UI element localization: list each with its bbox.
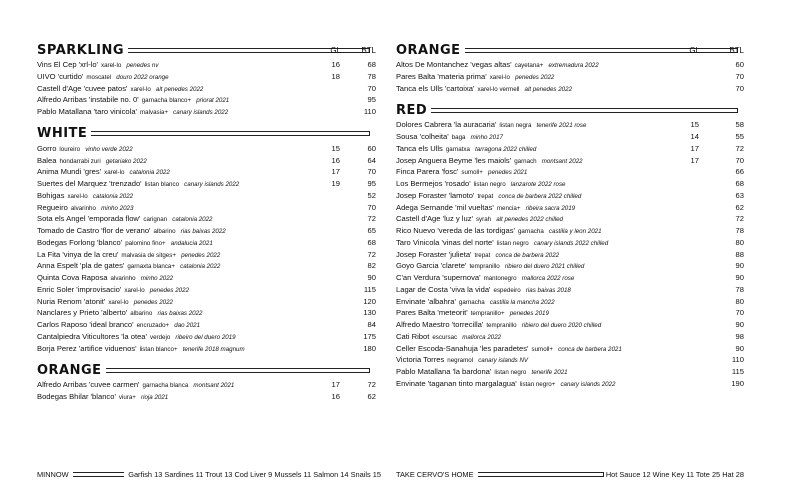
wine-grape: garnatxa — [445, 145, 470, 153]
bottle-price: 130 — [363, 308, 376, 318]
section-rule — [431, 108, 738, 113]
bottle-price: 55 — [735, 132, 744, 141]
wine-region: penedes 2022 — [133, 298, 173, 306]
wine-row — [37, 190, 376, 202]
white-header — [37, 126, 376, 142]
wine-row — [396, 119, 744, 131]
wine-name: Borja Perez 'artifice viduenos' — [37, 343, 137, 353]
wine-row — [37, 319, 376, 331]
wine-row — [37, 155, 376, 167]
wine-region: minho 2017 — [470, 134, 503, 141]
wine-region: mallorca 2022 rose — [521, 275, 575, 282]
wine-grape: trepat — [474, 251, 491, 259]
wine-name: Altos De Montanchez 'vegas altas' — [396, 60, 512, 69]
wine-grape: carignan — [143, 216, 168, 224]
wine-name: Anima Mundi 'gres' — [37, 167, 102, 177]
wine-row — [396, 202, 744, 214]
wine-region: penedes 2021 — [488, 169, 528, 177]
bottle-price: 110 — [731, 355, 744, 365]
wine-grape: malvasia de sitges+ — [121, 251, 176, 259]
wine-region: canary islands 2022 — [560, 380, 616, 388]
wine-grape: mantonegro — [483, 275, 517, 282]
wine-name: Regueiro — [37, 202, 68, 212]
bottle-price: 80 — [735, 237, 744, 247]
wine-grape: xarel-lo — [124, 286, 145, 294]
wine-grape: sumoll+ — [461, 169, 483, 177]
sparkling-header — [37, 42, 376, 58]
glass-price: 17 — [690, 143, 699, 153]
glass-price: 16 — [331, 155, 340, 165]
wine-region: ribeiro del duero 2019 — [175, 333, 236, 341]
wine-grape: albarino — [130, 310, 153, 318]
bottle-price: 72 — [367, 380, 376, 390]
wine-region: castilla y leon 2021 — [548, 228, 602, 235]
wine-grape: xarel-lo — [489, 73, 510, 81]
wine-row — [37, 71, 376, 83]
bottle-price: 98 — [735, 331, 744, 341]
wine-region: tenerife 2018 magnum — [182, 345, 245, 353]
wine-name: Josep Foraster 'julieta' — [396, 249, 472, 259]
bottle-price: 60 — [735, 60, 744, 69]
wine-grape: alvarinho — [70, 204, 96, 212]
glass-price: 16 — [331, 60, 340, 69]
wine-row — [37, 202, 376, 214]
wine-name: Pares Balta 'materia prima' — [396, 71, 487, 81]
wine-grape: moscatel — [86, 73, 112, 81]
wine-name: Tanca els Ulls 'cartoixa' — [396, 83, 475, 93]
wine-row — [37, 213, 376, 225]
section-rule — [106, 368, 370, 373]
bottle-price: 70 — [735, 83, 744, 93]
btl-label: BTL — [361, 46, 376, 55]
wine-grape: xarel-lo — [130, 85, 151, 93]
wine-row — [396, 307, 744, 319]
wine-row — [37, 284, 376, 296]
orange-left-header — [37, 362, 376, 378]
wine-name: Nuria Renom 'atonit' — [37, 296, 106, 306]
wine-name: Tanca els Ulls — [396, 143, 443, 153]
wine-row — [396, 131, 744, 143]
footer-minnow — [37, 470, 381, 479]
wine-grape: baga — [451, 134, 466, 141]
wine-grape: listan negro — [473, 181, 506, 188]
wine-grape: albarino — [153, 228, 176, 235]
wine-name: Victoria Torres — [396, 355, 445, 365]
wine-region: andalucia 2021 — [170, 239, 213, 247]
wine-name: Rico Nuevo 'vereda de las tordigas' — [396, 226, 515, 235]
wine-name: Los Bermejos 'rosado' — [396, 179, 471, 188]
wine-name: Gorro — [37, 143, 57, 153]
wine-row — [396, 143, 744, 155]
wine-name: Bodegas Forlong 'blanco' — [37, 237, 123, 247]
wine-grape: tempranillo+ — [470, 310, 505, 318]
wine-region: dao 2021 — [174, 322, 201, 329]
bottle-price: 78 — [735, 284, 744, 294]
bottle-price: 95 — [367, 179, 376, 188]
wine-name: Adega Sernande 'mil vueltas' — [396, 202, 494, 212]
wine-row — [396, 237, 744, 249]
footer-merch-items: Hot Sauce 12 Wine Key 11 Tote 25 Hat 28 — [605, 470, 744, 479]
gl-label: GL — [330, 46, 341, 55]
orange-right-header — [396, 42, 744, 58]
wine-row — [37, 307, 376, 319]
wine-name: Pablo Matallana 'la bardona' — [396, 367, 492, 376]
wine-grape: garnach — [514, 157, 537, 165]
wine-grape: garnacha — [517, 228, 544, 235]
wine-row — [37, 83, 376, 95]
wine-region: conca de barbera 2022 — [495, 251, 560, 259]
wine-row — [396, 59, 744, 71]
wine-name: Carlos Raposo 'ideal branco' — [37, 320, 134, 329]
red-list — [396, 119, 744, 389]
wine-name: Anna Espelt 'pla de gates' — [37, 261, 125, 271]
footer-rule — [478, 472, 604, 477]
wine-name: Balea — [37, 155, 57, 165]
footer-minnow-items: Garfish 13 Sardines 11 Trout 13 Cod Liver 9 Mussels 11 Salmon 14 Snails 15 — [128, 470, 381, 479]
wine-name: Goyo Garcia 'clarete' — [396, 261, 467, 271]
wine-region: ribiero del duero 2020 chilled — [521, 322, 602, 329]
glass-price: 17 — [331, 167, 340, 177]
wine-name: Sota els Angel 'emporada flow' — [37, 214, 141, 224]
wine-row — [396, 354, 744, 366]
wine-row — [37, 225, 376, 237]
wine-region: penedes 2022 — [149, 286, 190, 294]
bottle-price: 70 — [735, 155, 744, 165]
wine-region: rioja 2021 — [141, 394, 169, 401]
wine-row — [396, 272, 744, 284]
wine-region: rias baixas 2018 — [525, 286, 571, 294]
wine-grape: escursac — [432, 333, 458, 341]
bottle-price: 190 — [731, 378, 744, 388]
bottle-price: 70 — [367, 83, 376, 93]
wine-region: catalonia 2022 — [92, 192, 134, 200]
wine-row — [396, 366, 744, 378]
wine-name: Sousa 'colheita' — [396, 132, 449, 141]
wine-region: priorat 2021 — [196, 97, 230, 105]
wine-row — [37, 379, 376, 391]
wine-region: penedes 2019 — [509, 310, 549, 318]
wine-grape: loureiro — [59, 145, 81, 153]
wine-region: douro 2022 orange — [116, 73, 169, 81]
wine-region: conca de barbera 2022 chilled — [498, 192, 582, 200]
wine-name: Quinta Cova Raposa — [37, 273, 108, 282]
bottle-price: 66 — [735, 167, 744, 177]
wine-name: Alfredo Arribas 'instabile no. 0' — [37, 95, 139, 105]
wine-name: Celler Escoda-Sanahuja 'les paradetes' — [396, 343, 529, 353]
wine-name: Bodegas Bhilar 'blanco' — [37, 392, 116, 401]
wine-grape: sumoll+ — [531, 345, 553, 353]
wine-row — [37, 296, 376, 308]
bottle-price: 175 — [363, 331, 376, 341]
white-title: WHITE — [37, 126, 88, 142]
wine-grape: tempranillo — [469, 263, 500, 271]
glass-price: 16 — [331, 392, 340, 401]
bottle-price: 120 — [363, 296, 376, 306]
wine-name: Envinate 'taganan tinto margalagua' — [396, 378, 517, 388]
bottle-price: 68 — [367, 237, 376, 247]
wine-row — [396, 190, 744, 202]
bottle-price: 64 — [367, 155, 376, 165]
wine-region: getariako 2022 — [105, 157, 147, 165]
wine-name: Envinate 'albahra' — [396, 296, 456, 306]
wine-grape: viura+ — [118, 394, 136, 401]
wine-name: Nanclares y Prieto 'alberto' — [37, 308, 128, 318]
bottle-price: 72 — [735, 143, 744, 153]
wine-region: mallorca 2022 — [462, 333, 502, 341]
wine-region: alt penedes 2022 chilled — [496, 216, 563, 224]
bottle-price: 60 — [367, 143, 376, 153]
bottle-price: 84 — [367, 320, 376, 329]
wine-name: Lagar de Costa 'viva la vida' — [396, 284, 491, 294]
wine-region: minho 2023 — [101, 204, 134, 212]
glass-price: 14 — [690, 132, 699, 141]
wine-region: montsant 2022 — [541, 157, 583, 165]
wine-grape: listan blanco+ — [139, 345, 178, 353]
wine-region: extremadura 2022 — [548, 62, 599, 69]
wine-row — [37, 272, 376, 284]
wine-name: Finca Parera 'fosc' — [396, 167, 459, 177]
btl-label: BTL — [729, 46, 744, 55]
wine-region: catalonia 2022 — [172, 216, 213, 224]
wine-name: Cati Ribot — [396, 331, 430, 341]
wine-row — [396, 83, 744, 95]
bottle-price: 70 — [735, 71, 744, 81]
bottle-price: 63 — [735, 190, 744, 200]
glass-price: 15 — [331, 143, 340, 153]
wine-grape: xarel-lo — [108, 298, 129, 306]
wine-name: Taro Vinicola 'vinas del norte' — [396, 237, 494, 247]
wine-region: montsant 2021 — [193, 382, 235, 390]
bottle-price: 90 — [735, 343, 744, 353]
bottle-price: 72 — [735, 214, 744, 224]
wine-grape: garnacha blanco+ — [141, 97, 192, 105]
wine-grape: cayetana+ — [514, 62, 544, 69]
left-column — [37, 42, 376, 403]
wine-region: alt penedes 2022 — [155, 85, 204, 93]
bottle-price: 110 — [363, 107, 376, 116]
wine-region: tarragona 2022 chilled — [475, 145, 537, 153]
wine-region: tenerife 2021 — [531, 369, 568, 376]
white-list — [37, 143, 376, 355]
bottle-price: 70 — [367, 202, 376, 212]
glass-price: 18 — [331, 71, 340, 81]
wine-region: penedes 2022 — [181, 251, 221, 259]
wine-grape: mencia+ — [496, 204, 521, 212]
wine-name: Vins El Cep 'xrl-lo' — [37, 60, 98, 69]
wine-grape: xarel-lo — [101, 62, 122, 69]
orange-right-title: ORANGE — [396, 42, 461, 58]
wine-grape: garnacha — [458, 298, 485, 306]
wine-region: castilla la mancha 2022 — [489, 298, 555, 306]
wine-grape: xarel-lo — [104, 169, 125, 177]
wine-name: Castell d'Age 'luz y luz' — [396, 214, 473, 224]
wine-grape: garnaxta blanca+ — [127, 263, 175, 271]
wine-region: vinho verde 2022 — [85, 145, 133, 153]
wine-row — [396, 296, 744, 308]
wine-grape: tempranillo — [486, 322, 517, 329]
wine-region: canary islands NV — [478, 357, 529, 365]
bottle-price: 68 — [367, 60, 376, 69]
glass-price: 17 — [331, 380, 340, 390]
bottle-price: 62 — [735, 202, 744, 212]
wine-grape: espedeiro — [493, 286, 521, 294]
wine-region: canary islands 2022 — [184, 181, 240, 188]
wine-region: canary islands 2022 — [173, 109, 229, 116]
wine-grape: hondarrabi zuri — [59, 157, 101, 165]
wine-row — [396, 213, 744, 225]
wine-region: ribeira sacra 2019 — [525, 204, 576, 212]
wine-row — [396, 378, 744, 390]
bottle-price: 52 — [367, 190, 376, 200]
wine-name: Alfredo Maestro 'torrecilla' — [396, 320, 484, 329]
wine-row — [37, 166, 376, 178]
glass-price: 17 — [690, 155, 699, 165]
wine-region: penedes 2022 — [515, 73, 555, 81]
wine-region: conca de barbera 2021 — [558, 345, 622, 353]
bottle-price: 95 — [367, 95, 376, 105]
bottle-price: 72 — [367, 214, 376, 224]
wine-grape: xarel-lo vermell — [477, 85, 520, 93]
bottle-price: 90 — [735, 320, 744, 329]
wine-row — [396, 284, 744, 296]
bottle-price: 80 — [735, 296, 744, 306]
wine-region: catalonia 2022 — [180, 263, 221, 271]
wine-row — [396, 178, 744, 190]
wine-region: ribiero del duero 2021 chilled — [504, 263, 585, 271]
footer-minnow-label: MINNOW — [37, 470, 69, 479]
wine-name: La Fita 'vinya de la creu' — [37, 249, 119, 259]
wine-row — [37, 249, 376, 261]
wine-grape: listan negro — [496, 239, 529, 247]
wine-name: UIVO 'curtido' — [37, 71, 84, 81]
wine-row — [37, 106, 376, 118]
wine-row — [396, 225, 744, 237]
wine-name: Tomado de Castro 'flor de verano' — [37, 226, 151, 235]
wine-name: Alfredo Arribas 'cuvee carmen' — [37, 380, 140, 390]
wine-grape: listan negra — [499, 122, 532, 130]
bottle-price: 88 — [735, 249, 744, 259]
wine-name: Cantalpiedra Viticultores 'la otea' — [37, 331, 147, 341]
wine-grape: malvasia+ — [140, 109, 169, 116]
wine-region: rias baixas 2022 — [157, 310, 203, 318]
sparkling-list — [37, 59, 376, 118]
bottle-price: 65 — [367, 226, 376, 235]
gl-label: GL — [689, 46, 700, 55]
right-column — [396, 42, 744, 390]
wine-row — [396, 249, 744, 261]
bottle-price: 78 — [367, 71, 376, 81]
wine-grape: trepat — [477, 192, 494, 200]
bottle-price: 90 — [367, 273, 376, 282]
wine-grape: listan blanco — [144, 181, 180, 188]
sparkling-title: SPARKLING — [37, 42, 125, 58]
wine-row — [37, 331, 376, 343]
wine-region: rias baixas 2022 — [180, 228, 226, 235]
wine-name: Suertes del Marquez 'trenzado' — [37, 179, 142, 188]
glass-price: 19 — [331, 179, 340, 188]
orange-right-list — [396, 59, 744, 94]
wine-grape: xarel-lo — [67, 192, 88, 200]
red-header — [396, 102, 744, 118]
wine-grape: listan negro+ — [519, 380, 556, 388]
orange-left-list — [37, 379, 376, 403]
wine-region: tenerife 2021 rose — [536, 122, 587, 130]
wine-name: Pares Balta 'meteorit' — [396, 308, 468, 318]
wine-row — [37, 59, 376, 71]
wine-row — [37, 343, 376, 355]
orange-left-title: ORANGE — [37, 362, 102, 378]
section-rule — [91, 131, 370, 136]
wine-region: lanzarote 2022 rose — [510, 181, 566, 188]
wine-region: penedes nv — [126, 62, 159, 69]
wine-region: catalonia 2022 — [129, 169, 170, 177]
wine-row — [37, 143, 376, 155]
wine-name: Bohigas — [37, 190, 65, 200]
red-title: RED — [396, 102, 428, 118]
wine-row — [396, 71, 744, 83]
bottle-price: 58 — [735, 120, 744, 130]
wine-name: Dolores Cabrera 'la auracaria' — [396, 120, 497, 130]
bottle-price: 70 — [735, 308, 744, 318]
bottle-price: 115 — [363, 284, 376, 294]
bottle-price: 70 — [367, 167, 376, 177]
wine-row — [396, 260, 744, 272]
wine-name: Josep Foraster 'lamoto' — [396, 190, 475, 200]
wine-row — [396, 343, 744, 355]
wine-grape: listan negro — [494, 369, 527, 376]
wine-row — [37, 260, 376, 272]
wine-name: Josep Anguera Beyme 'les maiols' — [396, 155, 512, 165]
wine-grape: garnacha blanca — [142, 382, 189, 390]
bottle-price: 62 — [367, 392, 376, 401]
bottle-price: 90 — [735, 261, 744, 271]
wine-grape: palomino fino+ — [125, 239, 166, 247]
wine-region: alt penedes 2022 — [524, 85, 573, 93]
wine-region: minho 2022 — [140, 275, 174, 282]
wine-row — [37, 178, 376, 190]
bottle-price: 82 — [367, 261, 376, 271]
wine-name: Castell d'Age 'cuvee patos' — [37, 83, 128, 93]
wine-name: Pablo Matallana 'taro vinicola' — [37, 107, 137, 116]
wine-row — [396, 331, 744, 343]
footer-merch — [396, 470, 744, 479]
wine-name: Enric Soler 'improvisacio' — [37, 284, 122, 294]
wine-grape: encruzado+ — [136, 322, 170, 329]
wine-grape: alvarinho — [110, 275, 136, 282]
wine-row — [396, 166, 744, 178]
wine-grape: verdejo — [149, 333, 171, 341]
wine-row — [396, 319, 744, 331]
bottle-price: 68 — [735, 179, 744, 188]
bottle-price: 180 — [363, 343, 376, 353]
footer-rule — [73, 472, 125, 477]
bottle-price: 115 — [731, 367, 744, 376]
wine-name: C'an Verdura 'supernova' — [396, 273, 481, 282]
wine-grape: syrah — [475, 216, 492, 224]
wine-region: canary islands 2022 chilled — [533, 239, 609, 247]
wine-row — [396, 155, 744, 167]
bottle-price: 72 — [367, 249, 376, 259]
wine-grape: negramol — [447, 357, 474, 365]
wine-row — [37, 94, 376, 106]
wine-row — [37, 391, 376, 403]
bottle-price: 78 — [735, 226, 744, 235]
footer-merch-label: TAKE CERVO'S HOME — [396, 470, 474, 479]
glass-price: 15 — [690, 120, 699, 130]
bottle-price: 90 — [735, 273, 744, 282]
wine-row — [37, 237, 376, 249]
